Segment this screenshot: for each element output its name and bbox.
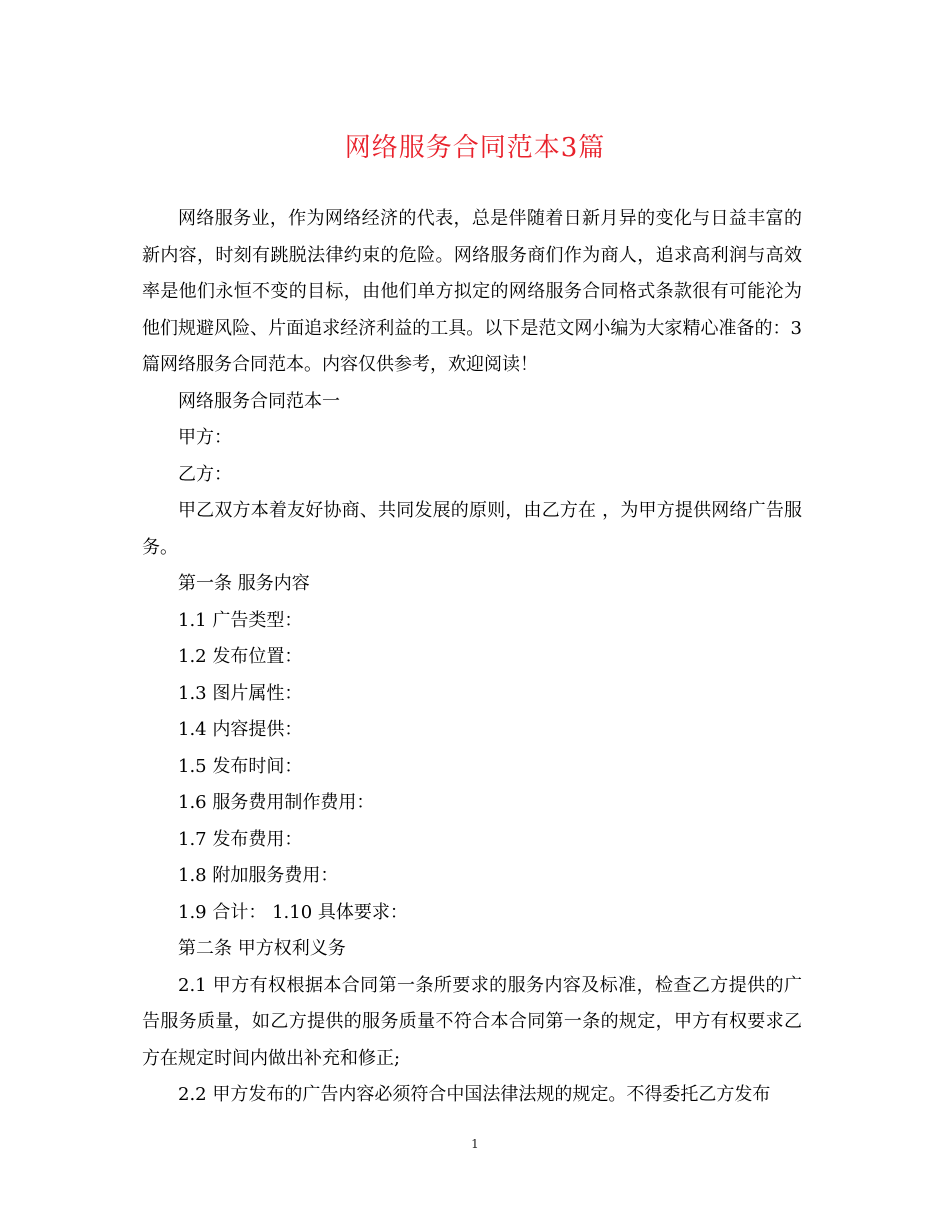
clause-line: 1.1 广告类型： xyxy=(178,609,303,631)
article-heading: 第二条 甲方权利义务 xyxy=(178,938,346,959)
clause-line: 1.7 发布费用： xyxy=(178,828,303,850)
page-number: 1 xyxy=(471,1137,479,1151)
clause-line: 1.3 图片属性： xyxy=(178,682,303,704)
clause-paragraph: 2.1 甲方有权根据本合同第一条所要求的服务内容及标准，检查乙方提供的广告服务质量，如乙方提供的服务质量不符合本合同第一条的规定，甲方有权要求乙方在规定时间内做出补充和修正; xyxy=(142,974,802,1069)
article-heading: 第一条 服务内容 xyxy=(178,573,310,594)
party-a-line: 甲方： xyxy=(178,427,232,448)
clause-line: 1.5 发布时间： xyxy=(178,755,303,777)
agreement-paragraph: 甲乙双方本着友好协商、共同发展的原则，由乙方在 ，为甲方提供网络广告服务。 xyxy=(142,500,802,558)
clause-line: 1.2 发布位置： xyxy=(178,646,303,667)
clause-line: 1.9 合计： 1.10 具体要求： xyxy=(178,901,408,923)
document-body xyxy=(142,201,802,1114)
clause-line: 1.6 服务费用制作费用： xyxy=(178,792,375,813)
section-heading: 网络服务合同范本一 xyxy=(178,390,340,412)
document-title: 网络服务合同范本3篇 xyxy=(344,133,606,163)
intro-paragraph: 网络服务业，作为网络经济的代表，总是伴随着日新月异的变化与日益丰富的新内容，时刻有跳脱法律约束的危险。网络服务商们作为商人，追求高利润与高效率是他们永恒不变的目标，由他们单方拟定的网络服务合同格式条款很有可能沦为他们规避风险、片面追求经济利益的工具。以下是范文网小编为大家精心准备的：3篇网络服务合同范本。内容仅供参考，欢迎阅读！ xyxy=(142,208,802,375)
party-b-line: 乙方： xyxy=(178,463,232,485)
clause-line: 1.4 内容提供： xyxy=(178,719,303,740)
clause-line: 1.8 附加服务费用： xyxy=(178,865,339,886)
clause-paragraph: 2.2 甲方发布的广告内容必须符合中国法律法规的规定。不得委托乙方发布 xyxy=(178,1084,771,1105)
